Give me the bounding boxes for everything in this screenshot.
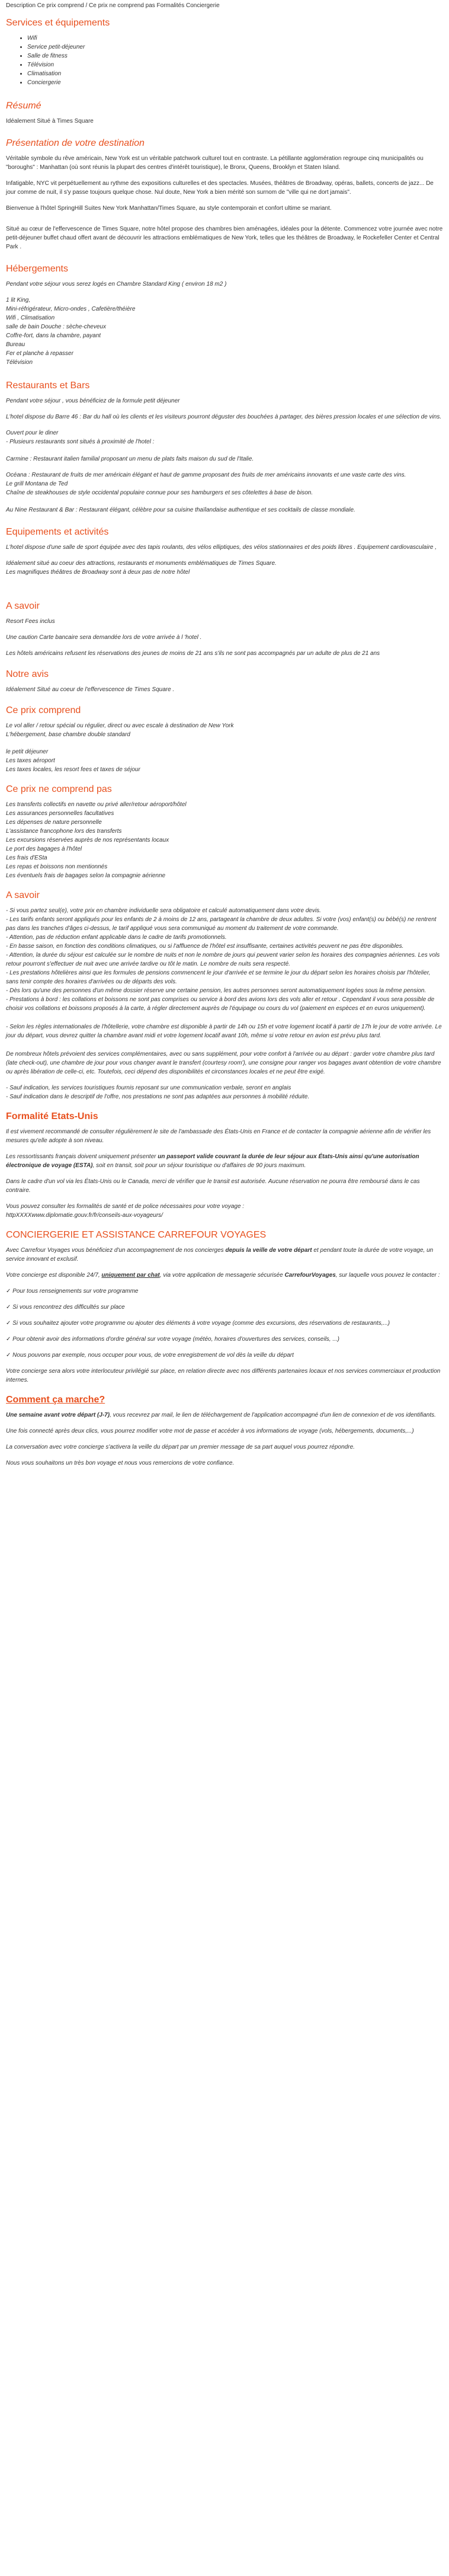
restaurants-title: Restaurants et Bars [6, 381, 90, 391]
comment-title: Comment ça marche? [6, 1395, 105, 1405]
comment-step-2: Une fois connecté après deux clics, vous pourrez modifier votre mot de passe et accéder à vos informations de voyage (vols, hébergements, documents,...) [6, 1428, 414, 1434]
room-feature: Wifi , Climatisation [6, 315, 55, 321]
equipements-title: Equipements et activités [6, 527, 109, 537]
conciergerie-chat-a: Votre concierge est disponible 24/7, [6, 1272, 102, 1279]
conciergerie-check: ✓ Pour obtenir avoir des informations d'ordre général sur votre voyage (météo, horaires d'ouvertures des services, conseils, ...) [6, 1336, 340, 1343]
formalite-passport-c: , soit en transit, soit pour un séjour touristique ou d'affaires de 90 jours maximum. [92, 1162, 306, 1169]
presentation-title: Présentation de votre destination [6, 138, 145, 148]
conciergerie-intro-bold: depuis la veille de votre départ [225, 1247, 312, 1254]
restaurants-line: Le grill Montana de Ted [6, 481, 68, 487]
asavoir-caution: Une caution Carte bancaire sera demandée lors de votre arrivée à l 'hotel . [6, 634, 202, 641]
presentation-paragraph: Infatigable, NYC vit perpétuellement au rythme des expositions culturelles et des spectacles. Musées, théâtres de Broadway, opéras, ballets, concerts de jazz... De jour comme de nuit, il s'y passe toujours quelque chose. Nul doute, New York a bien mérité son surnom de "ville qui ne dort jamais". [6, 180, 434, 196]
restaurant-ainine: Au Nine Restaurant & Bar : Restaurant élégant, célèbre pour sa cuisine thaïlandaise authentique et ses cocktails de classe mondiale. [6, 507, 355, 513]
services-title: Services et équipements [6, 18, 110, 28]
asavoir-resort-fees: Resort Fees inclus [6, 618, 55, 625]
formalite-ambassade: Il est vivement recommandé de consulter régulièrement le site de l'ambassade des États-Unis en France et de contacter la compagnie aérienne afin de vérifier les mesures qu'elle adopte à son niveau. [6, 1129, 431, 1144]
restaurants-line: Chaîne de steakhouses de style occidental populaire connue pour ses hamburgers et ses côtelettes à base de bison. [6, 490, 313, 496]
comment-step-3: La conversation avec votre concierge s'activera la veille du départ par un premier message de sa part auquel vous pourrez répondre. [6, 1444, 355, 1450]
conciergerie-chat-bold: uniquement par chat [101, 1272, 160, 1279]
conciergerie-intro [6, 1246, 443, 1264]
notre-avis-title: Notre avis [6, 669, 49, 679]
ne-comprend-item: Les repas et boissons non mentionnés [6, 864, 108, 870]
comprend-item: L'hébergement, base chambre double standard [6, 731, 130, 738]
presentation-paragraph: Bienvenue à l'hôtel SpringHill Suites New York Manhattan/Times Square, au style contemporain et confort ultime se mariant. [6, 205, 332, 212]
conciergerie-intro-c: et pendant toute la durée de votre voyage, un service innovant et exclusif. [6, 1247, 434, 1263]
room-feature: Mini-réfrigérateur, Micro-ondes , Cafetière/théière [6, 306, 136, 312]
ne-comprend-item: L'assistance francophone lors des transferts [6, 828, 122, 835]
hebergements-intro: Pendant votre séjour vous serez logés en Chambre Standard King ( environ 18 m2 ) [6, 281, 227, 287]
equipements-line: Idéalement situé au coeur des attractions, restaurants et monuments emblématiques de Times Square. [6, 560, 277, 567]
service-item: • Conciergerie [27, 78, 443, 87]
conciergerie-title: CONCIERGERIE ET ASSISTANCE CARREFOUR VOYAGES [6, 1230, 267, 1240]
room-feature: 1 lit King, [6, 297, 31, 303]
formalite-passport-a: Les ressortissants français doivent uniquement présenter [6, 1153, 158, 1160]
conciergerie-check: ✓ Si vous souhaitez ajouter votre programme ou ajouter des éléments à votre voyage (comme des excursions, des réservations de restaurants,...) [6, 1320, 390, 1327]
service-item: • Service petit-déjeuner [27, 43, 443, 52]
comprend-item: Le vol aller / retour spécial ou régulier, direct ou avec escale à destination de New York [6, 723, 234, 729]
ne-comprend-item: Les dépenses de nature personnelle [6, 819, 102, 826]
conciergerie-chat-e: , sur laquelle vous pouvez le contacter : [335, 1272, 440, 1279]
formalite-passport [6, 1152, 443, 1170]
asavoir2-conditions: - Si vous partez seul(e), votre prix en chambre individuelle sera obligatoire et calculé automatiquement dans votre devis. - Les tarifs enfants seront appliqués pour les enfants de 2 à moins de 12 ans, partageant la chambre de deux adultes. Si votre (vos) enfant(s) ou bébé(s) ne rentrent pas dans les tranches d'âges ci-dessus, le tarif appliqué vous sera communiqué au moment du traitement de votre commande. - Attention, pas de réduction enfant applicable dans le cadre de tarifs promotionnels. - En basse saison, en fonction des conditions climatiques, ou si l'affluence de l'hôtel est insuffisante, certaines activités peuvent ne pas être disponibles. - Attention, la durée du séjour est calculée sur le nombre de nuits et non le nombre de jours qui peuvent varier selon les horaires des compagnies aériennes. Les vols retour pourront s'effectuer de nuit avec une arrivée tardive ou tôt le matin. Le nombre de nuits sera respecté. - Les prestations hôtelières ainsi que les formules de pensions commencent le jour d'arrivée et se termine le jour du départ selon les horaires choisis par l'hôtelier, sans tenir compte des horaires d'arrivées ou de départs des vols. - Dès lors qu'une des personnes d'un même dossier réserve une certaine pension, les autres personnes seront automatiquement logées sous la même pension. - Prestations à bord : les collations et boissons ne sont pas comprises ou service à bord des avions lors des vols aller et retour . Cependant il vous sera possible de choisir vos collations et boissons proposés à la carte, à régler directement auprès de l'équipage ou cours du vol (paiement en espèces et en euros uniquement). [6, 907, 440, 1012]
ne-comprend-title: Ce prix ne comprend pas [6, 784, 112, 794]
comprend-title: Ce prix comprend [6, 705, 81, 715]
room-features [6, 296, 443, 367]
asavoir2-services: De nombreux hôtels prévoient des services complémentaires, avec ou sans supplément, pour votre confort à l'arrivée ou au départ : garder votre chambre plus tard (late check-out), une chambre de jour pour vous changer avant le transfert (courtesy room'), une consigne pour ranger vos bagages avant obtention de votre chambre ou après libération de celle-ci, etc. Toutefois, ceci dépend des disponibilités et circonstances locales et ne peut être exigé. [6, 1051, 441, 1075]
service-item: • Wifi [27, 34, 443, 43]
comprend-item: Les taxes locales, les resort fees et taxes de séjour [6, 766, 140, 773]
comprend-list-2 [6, 747, 443, 774]
service-item: • Climatisation [27, 69, 443, 78]
restaurants-intro: Pendant votre séjour , vous bénéficiez de la formule petit déjeuner [6, 398, 180, 404]
ne-comprend-item: Le port des bagages à l'hôtel [6, 846, 82, 852]
ne-comprend-item: Les frais d'ESta [6, 855, 47, 861]
comment-step-1-bold: Une semaine avant votre départ (J-7) [6, 1412, 110, 1418]
notre-avis-text: Idéalement Situé au coeur de l'effervescence de Times Square . [6, 686, 175, 693]
conciergerie-check: ✓ Nous pouvons par exemple, nous occuper pour vous, de votre enregistrement de vol dès la veille du départ [6, 1352, 294, 1359]
restaurant-oceana: Océana : Restaurant de fruits de mer américain élégant et haut de gamme proposant des fruits de mer américains innovants et une vaste carte des vins. [6, 472, 406, 478]
restaurants-line: Ouvert pour le diner [6, 430, 59, 436]
comment-step-1-rest: , vous recevrez par mail, le lien de téléchargement de l'application accompagné d'un lien de connexion et de vos identifiants. [110, 1412, 436, 1418]
ne-comprend-list [6, 800, 443, 880]
conciergerie-chat-c: , via votre application de messagerie sécurisée [159, 1272, 285, 1279]
equipements-location [6, 559, 443, 577]
comprend-item: le petit déjeuner [6, 749, 49, 755]
restaurants-nearby [6, 429, 443, 446]
presentation-paragraph: Véritable symbole du rêve américain, New York est un véritable patchwork culturel tout en contraste. La pétillante agglomération regroupe cinq municipalités ou "boroughs" : Manhattan (où sont réunis la plupart des centres d'intérêt touristique), le Bronx, Queens, Brooklyn et Staten Island. [6, 155, 424, 171]
service-item: • Salle de fitness [27, 52, 443, 60]
conciergerie-check: ✓ Pour tous renseignements sur votre programme [6, 1288, 139, 1295]
resume-title: Résumé [6, 101, 41, 111]
conciergerie-check: ✓ Si vous rencontrez des difficultés sur place [6, 1304, 125, 1311]
room-feature: salle de bain Douche : sèche-cheveux [6, 324, 106, 330]
restaurants-line: - Plusieurs restaurants sont situés à proximité de l'hotel : [6, 439, 155, 445]
presentation-paragraph: Situé au cœur de l'effervescence de Times Square, notre hôtel propose des chambres bien aménagées, idéales pour la détente. Commencez votre journée avec notre petit-déjeuner buffet chaud offert avant de découvrir les attractions emblématiques de New York, telles que les théâtres de Broadway, le Rockefeller Center et Central Park . [6, 226, 443, 250]
services-list [6, 34, 443, 87]
equipements-text: L'hotel dispose d'une salle de sport équipée avec des tapis roulants, des vélos elliptiques, des vélos stationnaires et des poids libres . Equipement cardiovasculaire , [6, 544, 437, 551]
restaurant-carmine: Carmine : Restaurant italien familial proposant un menu de plats faits maison du sud de l'Italie. [6, 456, 254, 462]
asavoir-title: A savoir [6, 601, 40, 611]
formalite-title: Formalité Etats-Unis [6, 1111, 98, 1121]
comprend-item: Les taxes aéroport [6, 758, 55, 764]
asavoir2-title: A savoir [6, 890, 40, 900]
conciergerie-chat [6, 1271, 443, 1280]
ne-comprend-item: Les transferts collectifs en navette ou privé aller/retour aéroport/hôtel [6, 801, 187, 808]
room-feature: Télévision [6, 359, 33, 366]
room-feature: Bureau [6, 341, 25, 348]
hebergements-title: Hébergements [6, 264, 68, 274]
asavoir2-checkin: - Selon les règles internationales de l'hôtellerie, votre chambre est disponible à partir de 14h ou 15h et votre logement locatif à partir de 17h le jour de votre arrivée. Le jour du départ, vous devrez quitter la chambre avant midi et votre logement locatif avant 10h, même si votre retour en avion est prévu plus tard. [6, 1024, 442, 1039]
resume-text: Idéalement Situé à Times Square [6, 118, 94, 124]
formalite-link[interactable]: Vous pouvez consulter les formalités de santé et de police nécessaires pour votre voyage : httpXXXXwww.diplomatie.gouv.fr/fr/conseils-aux-voyageurs/ [6, 1203, 245, 1219]
service-item: • Télévision [27, 60, 443, 69]
conciergerie-intro-a: Avec Carrefour Voyages vous bénéficiez d'un accompagnement de nos concierges [6, 1247, 226, 1254]
asavoir-age: Les hôtels américains refusent les réservations des jeunes de moins de 21 ans s'ils ne sont pas accompagnés par un adulte de plus de 21 ans [6, 650, 380, 657]
conciergerie-app-name: CarrefourVoyages [284, 1272, 336, 1279]
comprend-list [6, 721, 443, 739]
comment-step-1 [6, 1411, 443, 1420]
ne-comprend-item: Les éventuels frais de bagages selon la compagnie aérienne [6, 872, 166, 879]
ne-comprend-item: Les assurances personnelles facultatives [6, 810, 114, 817]
comment-thanks: Nous vous souhaitons un très bon voyage et nous vous remercions de votre confiance. [6, 1460, 235, 1466]
room-feature: Coffre-fort, dans la chambre, payant [6, 333, 101, 339]
asavoir2-language: - Sauf indication, les services touristiques fournis reposant sur une communication verbale, seront en anglais - Sauf indication dans le descriptif de l'offre, nos prestations ne sont pas adaptées aux personnes à mobilité réduite. [6, 1085, 310, 1100]
formalite-transit: Dans le cadre d'un vol via les États-Unis ou le Canada, merci de vérifier que le transit est autorisée. Aucune réservation ne pourra être remboursé dans le cas contraire. [6, 1178, 420, 1194]
formalite-passport-bold: un passeport valide couvrant la durée de leur séjour aux États-Unis ainsi qu'une autorisation électronique de voyage (ESTA) [6, 1153, 419, 1169]
room-feature: Fer et planche à repasser [6, 350, 73, 357]
restaurants-bar: L'hotel dispose du Barre 46 : Bar du hall où les clients et les visiteurs pourront déguster des bouchées à partager, des bières pression locales et une sélection de vins. [6, 414, 442, 420]
conciergerie-interlocuteur: Votre concierge sera alors votre interlocuteur privilégié sur place, en relation directe avec nos différents partenaires locaux et nos services commerciaux et production internes. [6, 1368, 441, 1383]
restaurant-montana [6, 480, 443, 497]
equipements-line: Les magnifiques théâtres de Broadway sont à deux pas de notre hôtel [6, 569, 190, 576]
tab-links[interactable]: Description Ce prix comprend / Ce prix ne comprend pas Formalités Conciergerie [6, 2, 220, 9]
ne-comprend-item: Les excursions réservées auprès de nos représentants locaux [6, 837, 169, 843]
